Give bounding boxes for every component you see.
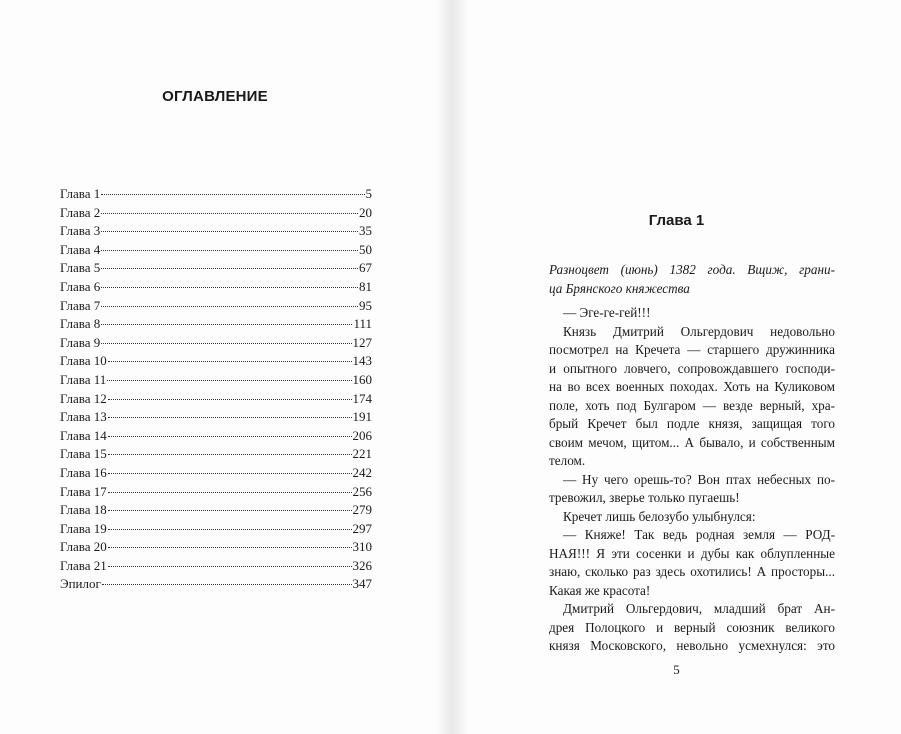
toc-entry [60,427,372,446]
toc-entry-label: Глава 19 [60,520,107,536]
text-line: НАЯ!!! Я эти сосенки и дубы как облупленные [549,545,835,561]
toc-entry-label: Глава 3 [60,223,101,239]
toc-leader-dots [101,343,351,344]
toc-entry-page: 206 [352,427,372,443]
toc-entry [60,204,372,223]
toc-entry [60,297,372,316]
epigraph-line: Разноцвет (июнь) 1382 года. Вщиж, грани- [549,262,835,277]
toc-entry-label: Глава 1 [60,186,101,201]
text-line: Кречет лишь белозубо улыбнулся: [563,508,756,524]
toc-entry-label: Глава 11 [60,371,107,387]
toc-entry-label: Глава 5 [60,260,101,276]
toc-entry-page: 111 [353,316,372,332]
toc-leader-dots [101,213,358,214]
toc-entry-label: Глава 8 [60,316,101,332]
epigraph-line: ца Брянского княжества [549,280,690,296]
page-number: 5 [673,662,680,677]
toc-leader-dots [107,380,351,381]
toc-entry-page: 160 [352,371,372,387]
toc-entry-page: 310 [352,539,372,555]
toc-leader-dots [101,268,358,269]
toc-leader-dots [101,287,358,288]
toc-leader-dots [101,231,358,232]
toc-leader-dots [108,454,352,455]
toc-entry [60,538,372,557]
toc-entry-label: Глава 2 [60,204,101,220]
toc-entry-label: Глава 16 [60,464,107,480]
left-page [0,0,450,734]
text-line: Дмитрий Ольгердович, младший брат Ан- [563,601,835,616]
toc-entry-page: 326 [352,557,372,573]
toc-entry-label: Глава 17 [60,483,107,499]
toc-entry-page: 221 [352,446,372,462]
toc-entry-label: Глава 20 [60,539,107,555]
text-line: дрея Полоцкого и верный союзник великого [549,619,835,635]
toc-entry-page: 256 [352,483,372,499]
toc-entry-page: 191 [352,409,372,425]
chapter-text [549,261,835,656]
toc-entry [60,222,372,241]
toc-entry [60,241,372,260]
toc-entry-label: Глава 10 [60,353,107,369]
toc-entry-label: Глава 7 [60,297,101,313]
toc-leader-dots [102,584,352,585]
text-line: Какая же красота! [549,582,651,598]
toc-leader-dots [108,361,352,362]
toc-entry [60,575,372,594]
gutter-shadow [452,0,470,734]
toc-entry [60,445,372,464]
toc-entry-label: Глава 18 [60,502,107,518]
toc-leader-dots [108,529,352,530]
toc-entry-page: 5 [365,186,372,201]
text-line: поле, хоть под Булгаром — везде верный, хра- [549,397,835,413]
text-line: — Княже! Так ведь родная земля — РОД- [563,527,835,542]
toc-entry [60,278,372,297]
toc-entry-page: 174 [352,390,372,406]
toc-entry-page: 95 [359,297,372,313]
toc-entry [60,185,372,204]
toc-title: ОГЛАВЛЕНИЕ [162,88,268,105]
toc-entry-label: Глава 6 [60,278,101,294]
text-line: брый Кречет был подле князя, защищая того [549,416,835,431]
toc-entry-label: Глава 14 [60,427,107,443]
toc-entry-page: 127 [352,334,372,350]
text-line: — Ну чего орешь-то? Вон птах небесных по- [563,471,835,487]
text-line: и опытного ловчего, сопровождавшего господи- [549,360,835,376]
text-line: знаю, сколько раз здесь охотились! А просторы... [549,564,835,579]
toc-leader-dots [108,417,352,418]
toc-entry-label: Глава 12 [60,390,107,406]
toc-entry-label: Глава 9 [60,334,101,350]
table-of-contents [60,185,372,594]
gutter-shadow [436,0,450,734]
toc-leader-dots [108,566,352,567]
toc-leader-dots [101,250,358,251]
toc-entry-page: 347 [352,576,372,592]
toc-leader-dots [108,473,352,474]
chapter-title: Глава 1 [648,212,705,229]
toc-entry-page: 35 [359,223,372,239]
text-line: Князь Дмитрий Ольгердович недовольно [563,323,835,339]
toc-leader-dots [108,399,352,400]
toc-entry-label: Глава 21 [60,557,107,573]
toc-leader-dots [101,324,352,325]
toc-entry [60,501,372,520]
toc-entry-page: 81 [359,278,372,294]
toc-leader-dots [101,194,364,195]
toc-entry [60,483,372,502]
toc-entry [60,259,372,278]
toc-entry-page: 67 [359,260,372,276]
toc-entry [60,352,372,371]
toc-entry-page: 20 [359,204,372,220]
text-line: своим мечом, щитом... А бывало, и собственным [549,434,835,450]
toc-entry [60,315,372,334]
toc-leader-dots [108,436,352,437]
toc-entry [60,334,372,353]
toc-entry-label: Глава 15 [60,446,107,462]
toc-leader-dots [108,547,352,548]
toc-entry [60,520,372,539]
toc-entry-page: 50 [359,241,372,257]
toc-entry-page: 242 [352,464,372,480]
text-line: князя Московского, невольно усмехнулся: это [549,638,835,653]
text-line: на во всех военных походах. Хоть на Куликовом [549,379,835,394]
toc-entry-label: Глава 13 [60,409,107,425]
toc-leader-dots [108,492,352,493]
toc-entry [60,408,372,427]
toc-entry [60,390,372,409]
toc-entry-page: 297 [352,520,372,536]
text-line: телом. [549,453,586,468]
text-line: — Эге-ге-гей!!! [563,305,651,320]
toc-leader-dots [108,510,352,511]
toc-entry-page: 279 [352,502,372,518]
toc-entry [60,371,372,390]
toc-entry-label: Эпилог [60,576,101,592]
toc-entry-label: Глава 4 [60,241,101,257]
toc-entry [60,557,372,576]
toc-entry [60,464,372,483]
right-page [452,0,901,734]
toc-leader-dots [101,306,358,307]
text-line: посмотрел на Кречета — старшего дружинника [549,342,835,357]
toc-entry-page: 143 [352,353,372,369]
text-line: тревожил, зверье только пугаешь! [549,490,740,505]
